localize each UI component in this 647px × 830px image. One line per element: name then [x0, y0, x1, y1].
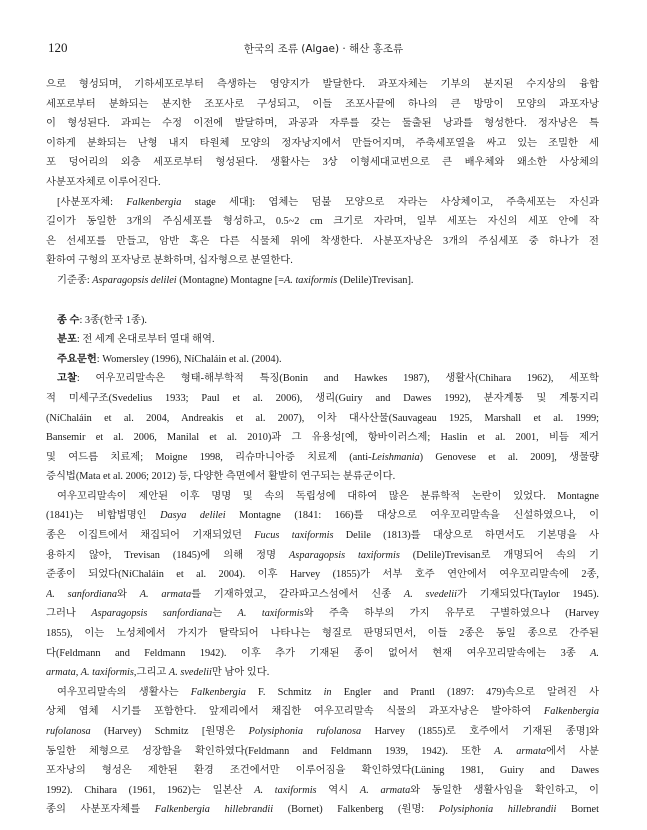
text-line: 동일한 체형으로 성장함을 확인하였다(Feldmann and Feldmann 1939, 1942). 또한 A. armata에서 사분 [46, 745, 599, 757]
text-line: 여우꼬리말속이 제안된 이후 명명 및 속의 독립성에 대하여 많은 분류학적 논란이 있었다. Montagne [57, 490, 599, 502]
text-line: [사분포자체: Falkenbergia stage 세대]: 엽체는 덤불 모양으로 자라는 사상체이고, 주축세포는 자신과 [57, 196, 599, 208]
species-count: 종 수: 3종(한국 1종). [57, 314, 147, 326]
text-line: A. sanfordiana와 A. armata를 기재하였고, 갈라파고스섬에서 신종 A. svedelii가 기재되었다(Taylor 1945). [46, 588, 599, 600]
running-title: 한국의 조류 (Algae) · 해산 홍조류 [243, 43, 404, 55]
text-line: (NíChaláin et al. 2004, Andreakis et al. 2007), 이차 대사산물(Sauvageau 1925, Marshall et al. 1999; [46, 412, 599, 424]
text-line: 포 덩어리의 외층 세포로부터 형성된다. 생활사는 3상 이형세대교번으로 큰 배우체와 왜소한 사상체의 [46, 157, 599, 169]
text-line: 상체 엽체 시기를 포함한다. 앞제리에서 채집한 여우꼬리말속 식물의 과포자낭은 발아하여 Falkenbergia [46, 706, 599, 718]
text-line: 다(Feldmann and Feldmann 1942). 이후 추가 기재된 종이 없어서 현재 여우꼬리말속에는 3종 A. [46, 647, 599, 659]
text-line: 및 여드름 치료제; Moigne 1998, 리슈마니아증 치료제 (anti-Leishmania) Genovese et al. 2009], 생물량 [46, 451, 599, 463]
text-line: 준종이 되었다(NíChaláin et al. 2004). 이후 Harvey (1855)가 서부 호주 연안에서 여우꼬리말속에 2종, [46, 569, 599, 581]
text-line: Bansemir et al. 2006, Manilal et al. 2010)과 그 유용성[예, 항바이러스제; Haslin et al. 2001, 비듬 제거 [46, 432, 599, 444]
text-line: 증식법(Mata et al. 2006; 2012) 등, 다양한 측면에서 활발히 연구되는 분류군이다. [46, 471, 396, 483]
text-line: 그러나 Asparagopsis sanfordiana는 A. taxiformis와 주축 하부의 가지 유무로 구별하였으나 (Harvey [46, 608, 599, 620]
text-line: 종의 사분포자체를 Falkenbergia hillebrandii (Bornet) Falkenberg (원명: Polysiphonia hillebrandii Bornet [46, 804, 599, 816]
text-line: 사분포자체로 이루어진다. [46, 176, 161, 188]
text-line: 길이가 동일한 3개의 주심세포를 형성하고, 0.5~2 cm 크기로 자라며, 일부 세포는 자신의 세포 안에 작 [46, 216, 599, 228]
type-species: 기준종: Asparagopsis delilei (Montagne) Montagne [=A. taxiformis (Delile)Trevisan]. [57, 274, 414, 286]
text-line: 이 형성된다. 과피는 수정 이전에 발달하며, 과공과 자루를 갖는 둘출된 낭과를 형성한다. 정자낭은 특 [46, 118, 599, 130]
references: 주요문헌: Womersley (1996), NíChaláin et al. (2004). [57, 353, 282, 365]
text-line: 1855), 이는 노성체에서 가지가 탈락되어 나타나는 형질로 판명되면서, 이들 2종은 동일 종으로 간주된 [46, 628, 599, 640]
body-text [46, 75, 599, 820]
text-line: 여우꼬리말속의 생활사는 Falkenbergia F. Schmitz in Engler and Prantl (1897: 479)속으로 알려진 사 [57, 686, 599, 698]
text-line: 적 미세구조(Svedelius 1933; Paul et al. 2006), 생리(Guiry and Dawes 1992), 분자계통 및 계통지리 [46, 392, 599, 404]
text-line: armata, A. taxiformis,그리고 A. svedelii만 남아 있다. [46, 667, 270, 679]
text-line: 종은 이집트에서 채집되어 기재되었던 Fucus taxiformis Delile (1813)를 대상으로 하면서도 기본명을 사 [46, 530, 599, 542]
text-line: (1841)는 비합법명인 Dasya delilei Montagne (1841: 166)를 대상으로 여우꼬리말속을 신설하였으나, 이 [46, 510, 599, 522]
text-line: 1992). Chihara (1961, 1962)는 일본산 A. taxiformis 역시 A. armata와 동일한 생활사임을 확인하고, 이 [46, 784, 599, 796]
discussion-line: 고찰: 여우꼬리말속은 형태-해부학적 특징(Bonin and Hawkes 1987), 생활사(Chihara 1962), 세포학 [57, 373, 599, 385]
text-line: 포자낭의 형성은 제한된 환경 조건에서만 이루어짐을 확인하였다(Lüning 1981, Guiry and Dawes [46, 765, 599, 777]
text-line: 환하여 구형의 포자낭로 분화하며, 십자형으로 분열한다. [46, 255, 293, 267]
text-line: 이하게 분화되는 난형 내지 타원체 모양의 정자낭지에서 만들어지며, 주축세포열을 싸고 있는 조밀한 세 [46, 137, 599, 149]
text-line: 으로 형성되며, 기하세포로부터 측생하는 영양지가 발달한다. 과포자체는 기부의 분지된 수지상의 융합 [46, 79, 599, 90]
text-line: rufolanosa (Harvey) Schmitz [원명은 Polysiphonia rufolanosa Harvey (1855)로 호주에서 기재된 종명]와 [46, 726, 599, 737]
text-line: 은 선세포를 만들고, 암반 혹은 다른 식물체 위에 착생한다. 사분포자낭은 3개의 주심세포 중 하나가 전 [46, 235, 599, 247]
distribution: 분포: 전 세계 온대로부터 열대 해역. [57, 334, 215, 346]
text-line: 세포로부터 분화되는 분지한 조포사로 구성되고, 이들 조포사끝에 하나의 큰 방망이 모양의 과포자낭 [46, 98, 599, 110]
page-number: 120 [48, 40, 68, 55]
text-line: 용하지 않아, Trevisan (1845)에 의해 정명 Asparagopsis taxiformis (Delile)Trevisan로 개명되어 속의 기 [46, 549, 599, 561]
